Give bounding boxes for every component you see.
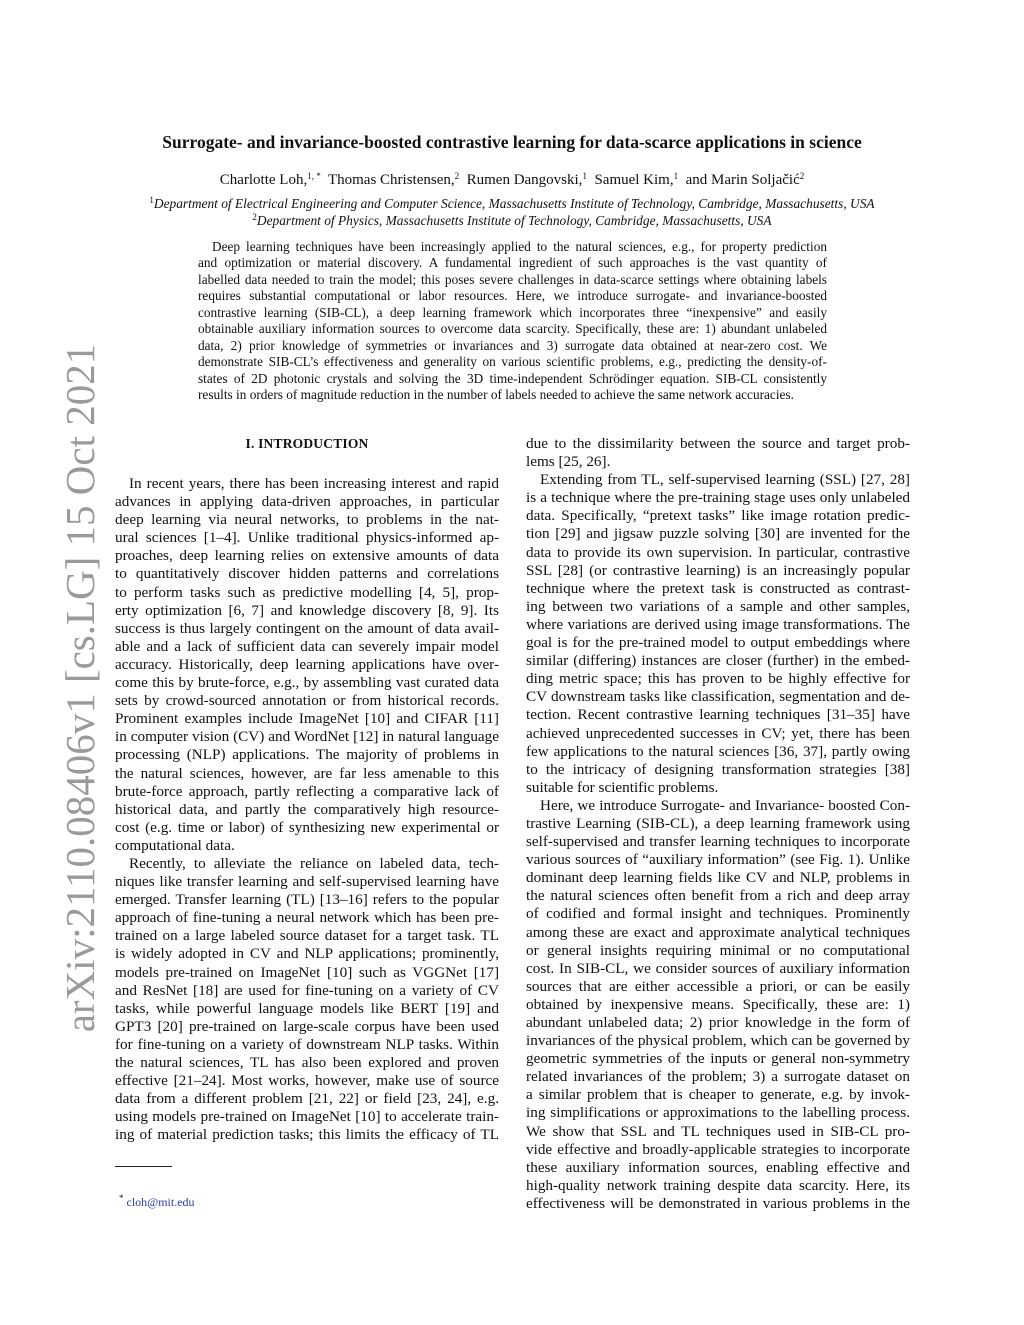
text-line: models pre-trained on ImageNet [10] such as VGGNet [17] xyxy=(115,963,499,981)
text-line: various sources of “auxiliary information” (see Fig. 1). Unlike xyxy=(526,851,910,869)
text-line: success is thus largely contingent on the amount of data avail- xyxy=(115,619,499,637)
text-line: invariances of the physical problem, which can be governed by xyxy=(526,1032,910,1050)
text-line: achieved unprecedented successes in CV; yet, there has been xyxy=(526,724,910,742)
abstract-line: contrastive learning (SIB-CL), a deep learning framework which incorporates three “inexpensive” and easily xyxy=(198,304,827,320)
text-line: using models pre-trained on ImageNet [10] to accelerate train- xyxy=(115,1108,499,1126)
text-line: deep learning via neural networks, to problems in the nat- xyxy=(115,511,499,529)
text-line: data to provide its own supervision. In particular, contrastive xyxy=(526,543,910,561)
text-line: trained on a large labeled source dataset for a target task. TL xyxy=(115,927,499,945)
text-line: advances in applying data-driven approaches, in particular xyxy=(115,493,499,511)
text-line: approach of fine-tuning a neural network which has been pre- xyxy=(115,909,499,927)
text-line: or general insights requiring minimal or no computational xyxy=(526,941,910,959)
arxiv-stamp: arXiv:2110.08406v1 [cs.LG] 15 Oct 2021 xyxy=(57,343,103,1033)
text-line: proaches, deep learning relies on extensive amounts of data xyxy=(115,547,499,565)
abstract-line: requires substantial computational or labor resources. Here, we introduce surrogate- and invariance-boosted xyxy=(198,288,827,304)
text-line: GPT3 [20] pre-trained on large-scale corpus have been used xyxy=(115,1017,499,1035)
text-line: data. Specifically, “pretext tasks” like image rotation predic- xyxy=(526,507,910,525)
author-affiliation-marker: 1, * xyxy=(307,171,321,181)
abstract-line: and optimization or material discovery. A fundamental ingredient of such approaches is the vast quantity of xyxy=(198,255,827,271)
affiliation-marker: 2 xyxy=(252,212,257,222)
text-line: effective [21–24]. Most works, however, make use of source xyxy=(115,1072,499,1090)
text-line: cost (e.g. time or labor) of synthesizing new experimental or xyxy=(115,818,499,836)
abstract-line: data, 2) prior knowledge of symmetries or invariances and 3) surrogate data obtained at near-zero cost. We xyxy=(198,337,827,353)
text-line: emerged. Transfer learning (TL) [13–16] refers to the popular xyxy=(115,891,499,909)
text-line: dominant deep learning fields like CV and NLP, problems in xyxy=(526,869,910,887)
abstract-line: labelled data needed to train the model; this poses severe challenges in data-scarce settings where obtaining labels xyxy=(198,271,827,287)
right-column xyxy=(526,435,910,1213)
text-line: to quantitatively discover hidden patterns and correlations xyxy=(115,565,499,583)
email-link[interactable]: cloh@mit.edu xyxy=(126,1195,195,1209)
affiliation-text: Department of Physics, Massachusetts Institute of Technology, Cambridge, Massachusetts, USA xyxy=(256,213,772,228)
text-line: computational data. xyxy=(115,836,235,854)
footnote xyxy=(119,1195,195,1210)
text-line: is widely adopted in CV and NLP applications; prominently, xyxy=(115,945,499,963)
text-line: trastive Learning (SIB-CL), a deep learning framework using xyxy=(526,814,910,832)
text-line: to the intricacy of designing transformation strategies [38] xyxy=(526,760,910,778)
text-line: technique where the pretext task is constructed as contrast- xyxy=(526,579,910,597)
abstract-line: demonstrate SIB-CL’s effectiveness and generality on various scientific problems, e.g., predicting the density-of- xyxy=(198,354,827,370)
text-line: geometric symmetries of the inputs or general non-symmetry xyxy=(526,1050,910,1068)
text-line: data from a different problem [21, 22] or field [23, 24], e.g. xyxy=(115,1090,499,1108)
text-line: the natural sciences often benefit from a rich and deep array xyxy=(526,887,910,905)
text-line: goal is for the pre-trained model to output embeddings where xyxy=(526,634,910,652)
author-name: Thomas Christensen, xyxy=(327,172,455,188)
abstract-line: Deep learning techniques have been increasingly applied to the natural sciences, e.g., for property prediction xyxy=(212,239,827,254)
text-line: vide effective and broadly-applicable strategies to incorporate xyxy=(526,1140,910,1158)
text-line: tasks, while powerful language models like BERT [19] and xyxy=(115,999,499,1017)
abstract-line: states of 2D photonic crystals and solving the 3D time-independent Schrödinger equation. SIB-CL consistently xyxy=(198,370,827,386)
text-line: Prominent examples include ImageNet [10] and CIFAR [11] xyxy=(115,710,499,728)
text-line: related invariances of the problem; 3) a surrogate dataset on xyxy=(526,1068,910,1086)
text-line: sets by crowd-sourced annotation or from historical records. xyxy=(115,692,499,710)
text-line: a similar problem that is cheaper to generate, e.g. by invok- xyxy=(526,1086,910,1104)
author-affiliation-marker: 2 xyxy=(799,171,805,181)
affiliation-1 xyxy=(0,196,1024,212)
text-line: tion [29] and jigsaw puzzle solving [30] are invented for the xyxy=(526,525,910,543)
text-line: the natural sciences, TL has also been explored and proven xyxy=(115,1054,499,1071)
footnote-marker: * xyxy=(119,1193,124,1203)
text-line: effectiveness will be demonstrated in various problems in the xyxy=(526,1194,910,1212)
text-line: Here, we introduce Surrogate- and Invariance- boosted Con- xyxy=(540,796,910,814)
text-line: SSL [28] (or contrastive learning) is an increasingly popular xyxy=(526,561,910,579)
left-column xyxy=(115,475,499,1144)
text-line: in computer vision (CV) and WordNet [12] in natural language xyxy=(115,728,499,746)
text-line: ing of material prediction tasks; this limits the efficacy of TL xyxy=(115,1126,499,1144)
author-affiliation-marker: 1 xyxy=(673,171,679,181)
text-line: abundant unlabeled data; 2) prior knowledge in the form of xyxy=(526,1014,910,1031)
text-line: similar (differing) instances are closer (further) in the embed- xyxy=(526,652,910,670)
text-line: Extending from TL, self-supervised learning (SSL) [27, 28] xyxy=(540,471,910,489)
text-line: self-supervised and transfer learning techniques to incorporate xyxy=(526,833,910,851)
text-line: In recent years, there has been increasing interest and rapid xyxy=(129,475,499,492)
affiliation-2 xyxy=(0,213,1024,229)
text-line: high-quality network training despite data scarcity. Here, its xyxy=(526,1176,910,1194)
text-line: brute-force approach, partly reflecting a comparative lack of xyxy=(115,782,499,800)
author-name: and Marin Soljačić xyxy=(685,172,800,188)
paper-title: Surrogate- and invariance-boosted contrastive learning for data-scarce applications in science xyxy=(162,132,862,152)
text-line: niques like transfer learning and self-supervised learning have xyxy=(115,873,499,891)
text-line: cost. In SIB-CL, we consider sources of auxiliary information xyxy=(526,959,910,977)
footnote-rule xyxy=(115,1166,172,1167)
text-line: erty optimization [6, 7] and knowledge discovery [8, 9]. Its xyxy=(115,601,499,619)
abstract xyxy=(198,239,827,403)
text-line: tection. Recent contrastive learning techniques [31–35] have xyxy=(526,706,910,724)
author-name: Samuel Kim, xyxy=(594,172,674,188)
text-line: lems [25, 26]. xyxy=(526,453,611,471)
text-line: We show that SSL and TL techniques used in SIB-CL pro- xyxy=(526,1122,910,1140)
abstract-line: results in orders of magnitude reduction in the number of labels needed to achieve the same network accuracies. xyxy=(198,386,794,402)
text-line: for fine-tuning on a variety of downstream NLP tasks. Within xyxy=(115,1035,499,1053)
text-line: able and a lack of sufficient data can severely impair model xyxy=(115,637,499,655)
text-line: of codified and formal insight and techniques. Prominently xyxy=(526,905,910,923)
text-line: ing between two variations of a sample and other samples, xyxy=(526,597,910,615)
text-line: and ResNet [18] are used for fine-tuning on a variety of CV xyxy=(115,981,499,999)
text-line: ding metric space; this has proven to be highly effective for xyxy=(526,670,910,688)
text-line: come this by brute-force, e.g., by assembling vast curated data xyxy=(115,674,499,692)
text-line: Recently, to alleviate the reliance on labeled data, tech- xyxy=(129,854,499,872)
text-line: few applications to the natural sciences [36, 37], partly owing xyxy=(526,742,910,760)
abstract-line: obtainable auxiliary information sources to overcome data scarcity. Specifically, these are: 1) abundant unlabeled xyxy=(198,321,827,337)
author-affiliation-marker: 1 xyxy=(582,171,587,181)
author-list xyxy=(0,172,1024,189)
author-affiliation-marker: 2 xyxy=(454,171,460,181)
text-line: among these are exact and approximate analytical techniques xyxy=(526,923,910,941)
text-line: to perform tasks such as predictive modelling [4, 5], prop- xyxy=(115,583,499,601)
text-line: these auxiliary information sources, enabling effective and xyxy=(526,1158,910,1176)
text-line: processing (NLP) applications. The majority of problems in xyxy=(115,746,499,764)
text-line: where variations are derived using image transformations. The xyxy=(526,615,910,633)
affiliation-text: Department of Electrical Engineering and Computer Science, Massachusetts Institute of Technology, Cambridge, Massachusetts, USA xyxy=(153,196,875,211)
text-line: sources that are either accessible a priori, or can be easily xyxy=(526,977,910,995)
author-name: Charlotte Loh, xyxy=(219,172,308,188)
text-line: accuracy. Historically, deep learning applications have over- xyxy=(115,655,499,673)
text-line: is a technique where the pre-training stage uses only unlabeled xyxy=(526,489,910,507)
author-name: Rumen Dangovski, xyxy=(466,172,583,188)
text-line: the natural sciences, however, are far less amenable to this xyxy=(115,764,499,782)
section-heading: I. INTRODUCTION xyxy=(245,436,369,451)
affiliation-marker: 1 xyxy=(149,195,154,205)
text-line: suitable for scientific problems. xyxy=(526,778,719,796)
text-line: ing simplifications or approximations to the labelling process. xyxy=(526,1104,910,1122)
text-line: due to the dissimilarity between the source and target prob- xyxy=(526,435,910,452)
text-line: CV downstream tasks like classification, segmentation and de- xyxy=(526,688,910,706)
text-line: obtained by inexpensive means. Specifically, these are: 1) xyxy=(526,995,910,1013)
text-line: historical data, and partly the comparatively high resource- xyxy=(115,800,499,818)
text-line: ural sciences [1–4]. Unlike traditional physics-informed ap- xyxy=(115,529,499,547)
